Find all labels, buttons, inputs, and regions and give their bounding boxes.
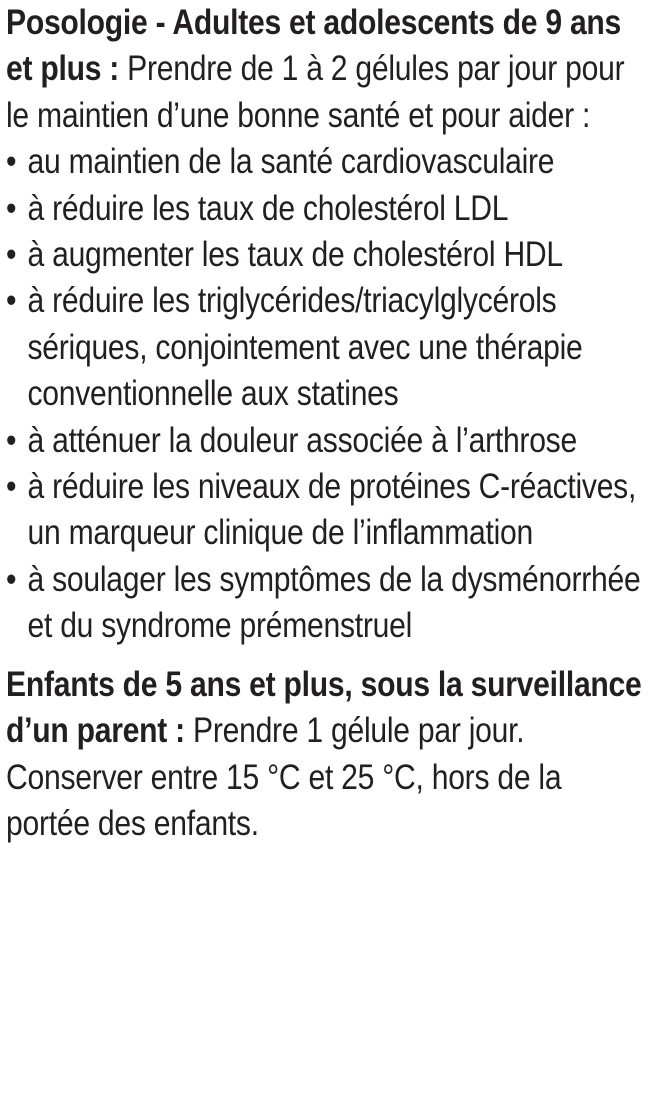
bullet-icon: •: [6, 188, 17, 228]
adult-dosage-paragraph: [6, 0, 653, 139]
bullet-icon: •: [6, 142, 17, 182]
product-label-text: [6, 0, 653, 847]
benefit-item: [6, 418, 653, 464]
benefit-text: à atténuer la douleur associée à l’arthrose: [27, 420, 577, 460]
benefit-text: à réduire les niveaux de protéines C-réactives, un marqueur clinique de l’inflammation: [27, 467, 637, 553]
bullet-icon: •: [6, 467, 17, 507]
bullet-icon: •: [6, 235, 17, 275]
storage-instructions: Conserver entre 15 °C et 25 °C, hors de la portée des enfants.: [6, 757, 562, 843]
adult-dosage-text: Prendre de 1 à 2 gélules par jour pour le maintien d’une bonne santé et pour aider :: [6, 49, 625, 135]
benefit-item: [6, 232, 653, 278]
benefits-list: [6, 139, 653, 649]
benefit-item: [6, 139, 653, 185]
benefit-text: à soulager les symptômes de la dysménorrhée et du syndrome prémenstruel: [27, 559, 641, 646]
benefit-item: [6, 464, 653, 557]
adult-dosage-heading: Posologie - Adultes et adolescents de 9 ans et plus :: [6, 3, 622, 89]
benefit-item: [6, 186, 653, 232]
benefit-item: [6, 278, 653, 417]
benefit-text: à réduire les triglycérides/triacylglycérols sériques, conjointement avec une thérapie conventionnelle aux statines: [27, 281, 583, 414]
children-dosage-paragraph: [6, 662, 653, 755]
children-dosage-text: Prendre 1 gélule par jour.: [184, 711, 525, 751]
bullet-icon: •: [6, 420, 17, 460]
benefit-text: à augmenter les taux de cholestérol HDL: [27, 235, 563, 275]
bullet-icon: •: [6, 281, 17, 321]
benefit-text: à réduire les taux de cholestérol LDL: [27, 188, 509, 228]
children-dosage-heading: Enfants de 5 ans et plus, sous la surveillance d’un parent :: [6, 664, 642, 751]
bullet-icon: •: [6, 559, 17, 599]
benefit-text: au maintien de la santé cardiovasculaire: [27, 142, 555, 182]
benefit-item: [6, 557, 653, 650]
